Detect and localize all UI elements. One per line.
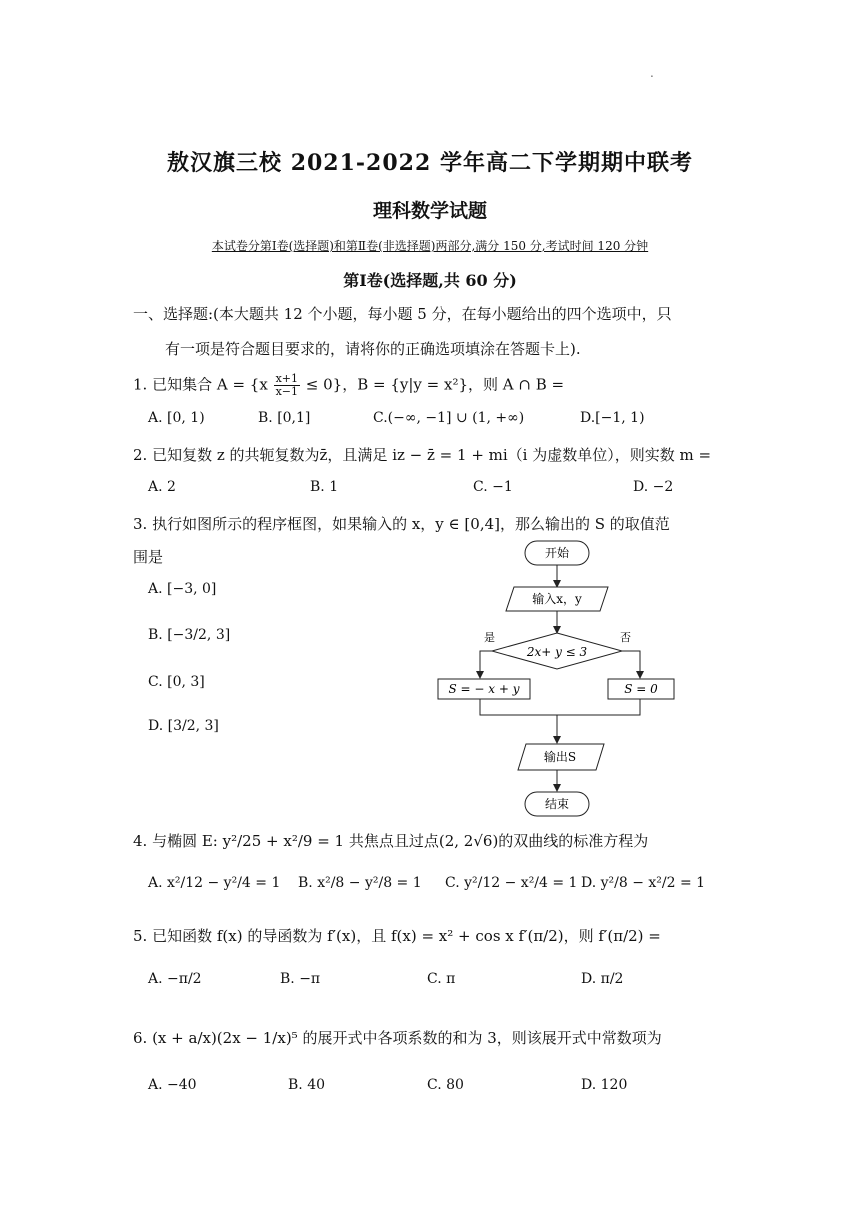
question-4-option-c: C. y²/12 − x²/4 = 1 bbox=[445, 875, 578, 891]
flowchart-condition-label: 2x+ y ≤ 3 bbox=[526, 645, 588, 659]
exam-note: 本试卷分第Ⅰ卷(选择题)和第Ⅱ卷(非选择题)两部分,满分 150 分,考试时间 120 分钟 bbox=[211, 239, 649, 253]
question-6-option-c: C. 80 bbox=[427, 1077, 464, 1093]
flowchart-end-label: 结束 bbox=[544, 797, 570, 811]
question-1-fraction bbox=[274, 373, 300, 398]
question-3-option-d: D. [3/2, 3] bbox=[148, 718, 219, 734]
question-1-fraction-den: x−1 bbox=[275, 385, 298, 398]
question-1-stem bbox=[133, 373, 564, 398]
question-1-option-a: A. [0, 1) bbox=[148, 410, 205, 426]
question-4-stem-a: 4. 与椭圆 E: bbox=[133, 832, 218, 850]
section-heading-line2: 有一项是符合题目要求的，请将你的正确选项填涂在答题卡上). bbox=[165, 340, 581, 358]
question-1-fraction-num: x+1 bbox=[275, 372, 298, 385]
flowchart-start-label: 开始 bbox=[544, 546, 570, 560]
question-1-option-d: D.[−1, 1) bbox=[580, 410, 645, 426]
question-2-option-d: D. −2 bbox=[633, 479, 674, 495]
flowchart-right-assign-label: S = 0 bbox=[624, 682, 658, 696]
question-3-option-b: B. [−3/2, 3] bbox=[148, 627, 231, 643]
question-5-option-c: C. π bbox=[427, 971, 456, 987]
question-4-option-d: D. y²/8 − x²/2 = 1 bbox=[581, 875, 706, 891]
question-2-option-a: A. 2 bbox=[148, 479, 176, 495]
question-4-option-b: B. x²/8 − y²/8 = 1 bbox=[298, 875, 422, 891]
question-3-stem-line2: 围是 bbox=[133, 548, 164, 566]
flowchart-yes-label: 是 bbox=[484, 631, 495, 644]
question-5-option-a: A. −π/2 bbox=[148, 971, 202, 987]
question-1-option-c: C.(−∞, −1] ∪ (1, +∞) bbox=[373, 410, 525, 426]
corner-mark: . bbox=[650, 66, 654, 80]
question-4-ellipse-equation: y²/25 + x²/9 = 1 bbox=[222, 832, 345, 850]
question-6-option-b: B. 40 bbox=[288, 1077, 326, 1093]
question-6-option-d: D. 120 bbox=[581, 1077, 628, 1093]
exam-title: 敖汉旗三校 2021-2022 学年高二下学期期中联考 bbox=[167, 150, 693, 176]
question-1-stem-a: 1. 已知集合 A = {x bbox=[133, 375, 268, 394]
question-3-stem-line1: 3. 执行如图所示的程序框图，如果输入的 x，y ∈ [0,4]，那么输出的 S 的取值范 bbox=[133, 515, 670, 533]
part-title: 第Ⅰ卷(选择题,共 60 分) bbox=[343, 271, 517, 290]
flowchart-no-label: 否 bbox=[620, 631, 631, 644]
question-2-stem: 2. 已知复数 z 的共轭复数为z̄，且满足 iz − z̄ = 1 + mi（i 为虚数单位），则实数 m = bbox=[133, 446, 712, 464]
flowchart-input-label: 输入x，y bbox=[532, 592, 582, 606]
question-3-option-a: A. [−3, 0] bbox=[148, 581, 217, 597]
exam-subtitle: 理科数学试题 bbox=[372, 200, 487, 222]
question-1-stem-b: ≤ 0}，B = {y|y = x²}，则 A ∩ B = bbox=[305, 375, 565, 394]
question-2-option-c: C. −1 bbox=[473, 479, 513, 495]
question-4-stem-b: 共焦点且过点(2, 2√6)的双曲线的标准方程为 bbox=[348, 832, 649, 850]
question-3-option-c: C. [0, 3] bbox=[148, 674, 205, 690]
section-heading-line1: 一、选择题:(本大题共 12 个小题，每小题 5 分，在每小题给出的四个选项中，只 bbox=[133, 305, 672, 323]
flowchart-output-label: 输出S bbox=[543, 750, 577, 764]
question-6-option-a: A. −40 bbox=[148, 1077, 197, 1093]
question-4-stem bbox=[133, 830, 648, 851]
question-5-option-d: D. π/2 bbox=[581, 971, 624, 987]
flowchart-left-assign-label: S = − x + y bbox=[448, 682, 520, 696]
program-flowchart bbox=[432, 535, 682, 825]
question-1-option-b: B. [0,1] bbox=[258, 410, 311, 426]
question-6-stem: 6. (x + a/x)(2x − 1/x)⁵ 的展开式中各项系数的和为 3，则该展开式中常数项为 bbox=[133, 1029, 662, 1047]
question-4-option-a: A. x²/12 − y²/4 = 1 bbox=[148, 875, 281, 891]
question-5-stem: 5. 已知函数 f(x) 的导函数为 f′(x)，且 f(x) = x² + cos x f′(π/2)，则 f′(π/2) = bbox=[133, 927, 661, 945]
question-2-option-b: B. 1 bbox=[310, 479, 339, 495]
question-5-option-b: B. −π bbox=[280, 971, 321, 987]
